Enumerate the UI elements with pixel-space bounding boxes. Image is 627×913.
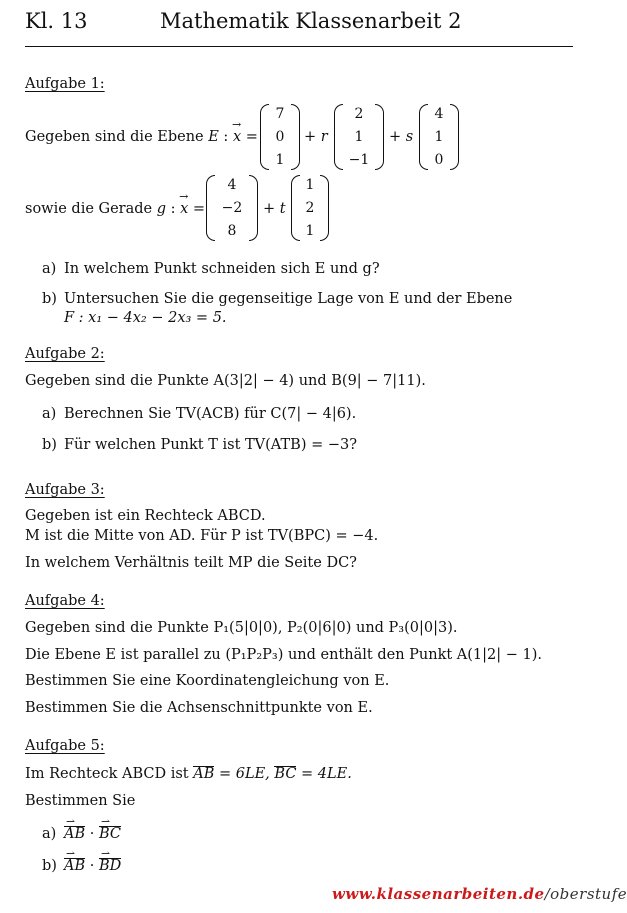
segment-ab: AB xyxy=(193,766,215,782)
task2-heading: Aufgabe 2: xyxy=(25,346,105,362)
plane-intro-text: Gegeben sind die Ebene xyxy=(25,129,204,145)
task4-line2: Die Ebene E ist parallel zu (P₁P₂P₃) und enthält den Punkt A(1|2| − 1). xyxy=(25,647,543,663)
vector-x-symbol: → x xyxy=(180,200,188,218)
task5-line2: Bestimmen Sie xyxy=(25,793,136,809)
param-s: s xyxy=(405,129,414,145)
segment-ab-value: = 6LE, xyxy=(218,766,270,782)
task3-heading: Aufgabe 3: xyxy=(25,482,105,498)
vector-component: 1 xyxy=(305,177,315,193)
task1-b-label: b) xyxy=(42,291,57,307)
vector-component: 8 xyxy=(227,223,237,239)
task3-line1: Gegeben ist ein Rechteck ABCD. xyxy=(25,508,266,524)
plane-direction-vector-2 xyxy=(419,104,459,170)
task5-b-expression xyxy=(64,857,121,875)
plus-s: + s xyxy=(389,129,414,145)
page-title: Mathematik Klassenarbeit 2 xyxy=(160,9,462,33)
task2-b-label: b) xyxy=(42,437,57,453)
line-direction-vector xyxy=(291,175,329,241)
param-t: t xyxy=(279,201,286,217)
task5-a-label: a) xyxy=(42,826,57,842)
segment-bc-value: = 4LE. xyxy=(301,766,352,782)
vector-ab: ⇀ AB xyxy=(64,858,85,873)
task1-b-text: Untersuchen Sie die gegenseitige Lage von E und der Ebene xyxy=(64,291,513,307)
task3-line3: In welchem Verhältnis teilt MP die Seite DC? xyxy=(25,555,357,571)
task5-heading: Aufgabe 5: xyxy=(25,738,105,754)
line-name: g xyxy=(156,201,167,217)
footer-section-link[interactable]: oberstufe xyxy=(550,885,627,903)
vector-ab: ⇀ AB xyxy=(64,826,85,841)
plus-r: + r xyxy=(304,129,328,145)
plane-support-vector xyxy=(260,104,300,170)
segment-bc: BC xyxy=(274,766,297,782)
task4-line1: Gegeben sind die Punkte P₁(5|0|0), P₂(0|6|0) und P₃(0|0|3). xyxy=(25,620,458,636)
class-label: Kl. 13 xyxy=(25,9,88,33)
vector-component: 2 xyxy=(305,200,315,216)
task4-line3: Bestimmen Sie eine Koordinatengleichung von E. xyxy=(25,673,390,689)
vector-component: 1 xyxy=(354,129,364,145)
header-divider xyxy=(25,46,573,47)
vector-component: −2 xyxy=(221,200,243,216)
task5-line1 xyxy=(25,765,352,783)
vector-bd: ⇀ BD xyxy=(99,858,121,873)
task4-line4: Bestimmen Sie die Achsenschnittpunkte von E. xyxy=(25,700,373,716)
line-intro-text: sowie die Gerade xyxy=(25,201,153,217)
task2-intro: Gegeben sind die Punkte A(3|2| − 4) und B(9| − 7|11). xyxy=(25,373,426,389)
vector-component: 0 xyxy=(434,152,444,168)
vector-component: 1 xyxy=(434,129,444,145)
vector-component: −1 xyxy=(348,152,370,168)
plane-direction-vector-1 xyxy=(334,104,384,170)
task1-heading: Aufgabe 1: xyxy=(25,76,105,92)
task2-a-text: Berechnen Sie TV(ACB) für C(7| − 4|6). xyxy=(64,406,357,422)
line-support-vector xyxy=(206,175,258,241)
task5-line1-prefix: Im Rechteck ABCD ist xyxy=(25,766,189,782)
vector-component: 1 xyxy=(275,152,285,168)
task1-line-intro: sowie die Gerade g : → x = xyxy=(25,200,205,218)
vector-component: 2 xyxy=(354,106,364,122)
vector-x-symbol: → x xyxy=(233,128,241,146)
vector-component: 7 xyxy=(275,106,285,122)
vector-component: 4 xyxy=(227,177,237,193)
dot-operator: · xyxy=(89,858,95,874)
task3-line2: M ist die Mitte von AD. Für P ist TV(BPC) = −4. xyxy=(25,528,379,544)
param-r: r xyxy=(320,129,328,145)
plus-t: + t xyxy=(263,201,286,217)
vector-component: 1 xyxy=(305,223,315,239)
task5-b-label: b) xyxy=(42,858,57,874)
task2-a-label: a) xyxy=(42,406,57,422)
task1-a-label: a) xyxy=(42,261,57,277)
vector-component: 4 xyxy=(434,106,444,122)
footer-slash: / xyxy=(544,885,551,903)
vector-bc: ⇀ BC xyxy=(99,826,121,841)
plane-name: E xyxy=(208,129,219,145)
footer-site-link[interactable]: www.klassenarbeiten.de xyxy=(332,885,545,903)
task1-b-equation: F : x₁ − 4x₂ − 2x₃ = 5. xyxy=(64,310,227,326)
vector-component: 0 xyxy=(275,129,285,145)
task1-plane-intro: Gegeben sind die Ebene E : → x = xyxy=(25,128,258,146)
task1-a-text: In welchem Punkt schneiden sich E und g? xyxy=(64,261,380,277)
task4-heading: Aufgabe 4: xyxy=(25,593,105,609)
task5-a-expression xyxy=(64,825,121,843)
footer-source xyxy=(332,885,627,903)
task2-b-text: Für welchen Punkt T ist TV(ATB) = −3? xyxy=(64,437,357,453)
dot-operator: · xyxy=(89,826,95,842)
